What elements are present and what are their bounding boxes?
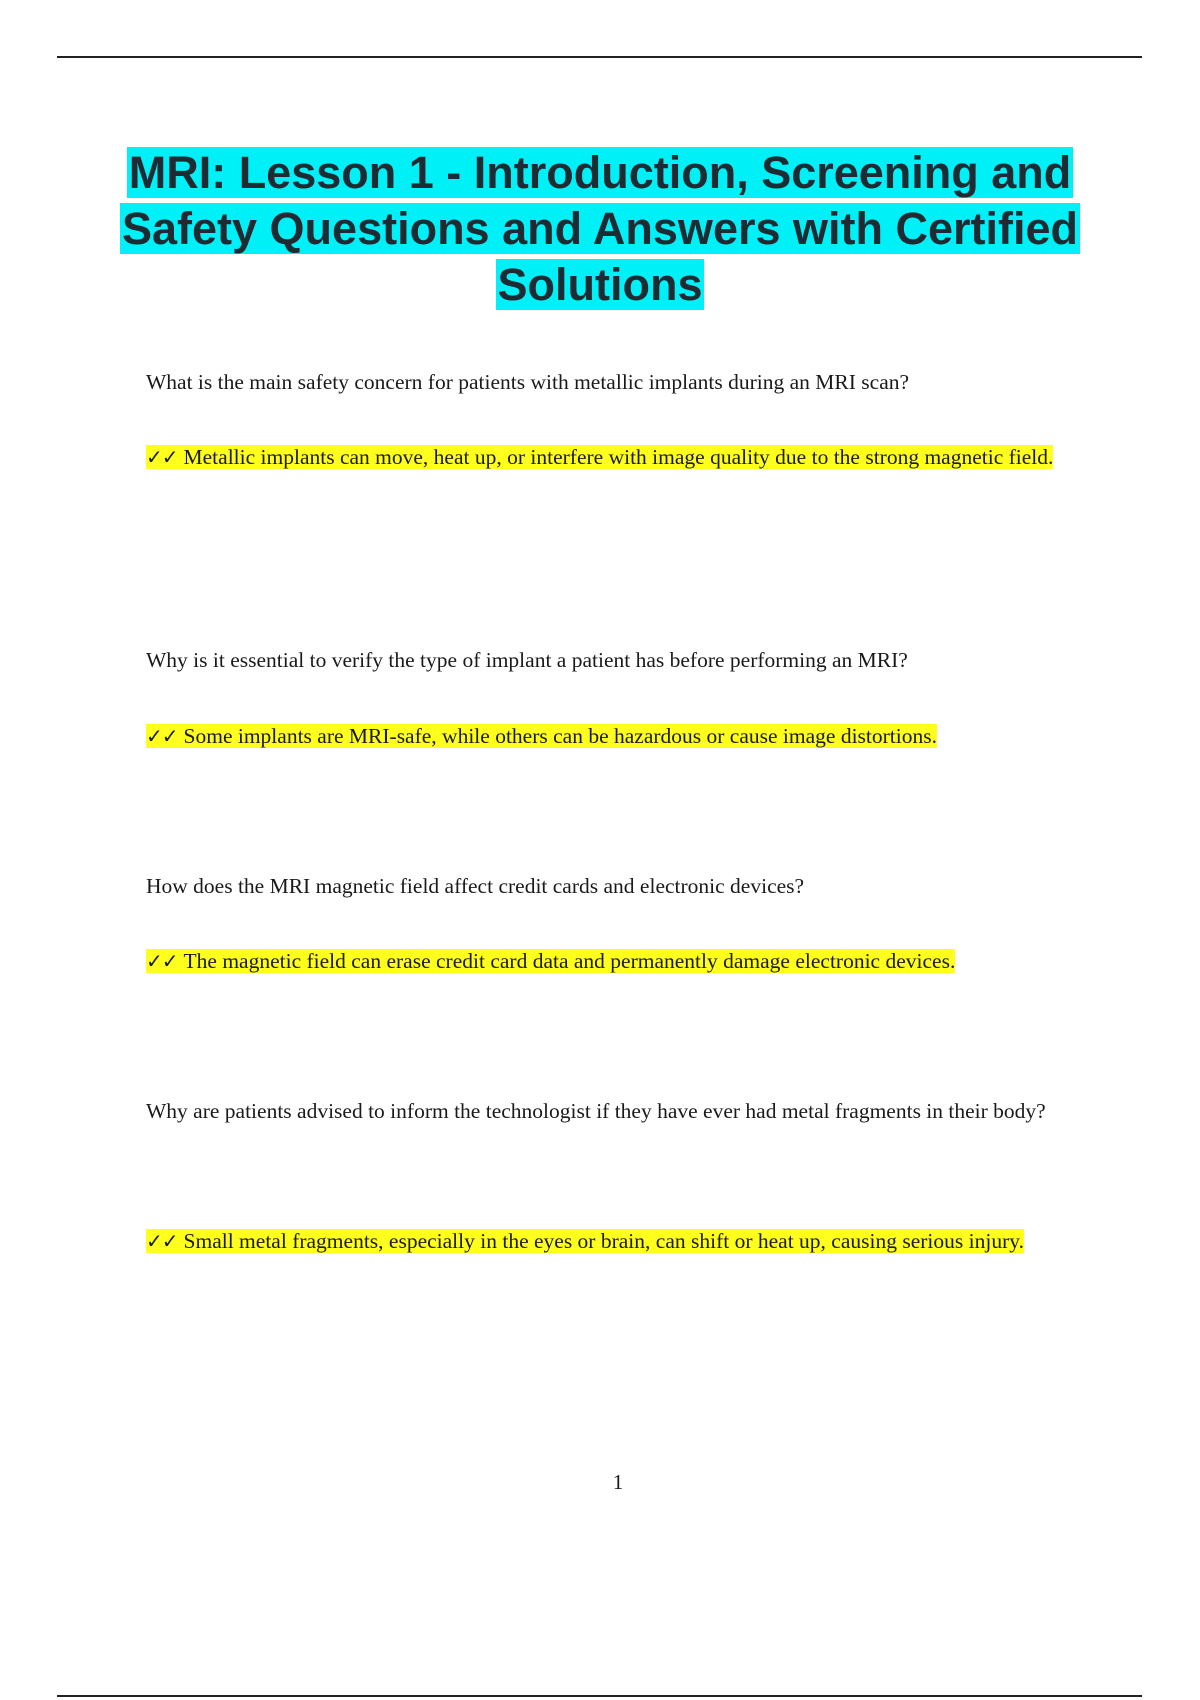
page-title-text: MRI: Lesson 1 - Introduction, Screening and Safety Questions and Answers with Certified Solutions bbox=[121, 147, 1079, 310]
check-mark-icon: ✓✓ bbox=[146, 724, 178, 748]
check-mark-icon: ✓✓ bbox=[146, 949, 178, 973]
footer-rule bbox=[57, 1695, 1142, 1697]
page-title bbox=[100, 145, 1100, 313]
answer-block bbox=[146, 1211, 1076, 1272]
answer-text: ✓✓ Some implants are MRI-safe, while others can be hazardous or cause image distortions. bbox=[146, 724, 937, 748]
qa-item bbox=[146, 633, 1076, 688]
answer-block bbox=[146, 427, 1076, 488]
qa-item bbox=[146, 859, 1076, 914]
question-text: How does the MRI magnetic field affect credit cards and electronic devices? bbox=[146, 874, 805, 898]
answer-block bbox=[146, 931, 1076, 992]
qa-item bbox=[146, 355, 1076, 410]
check-mark-icon: ✓✓ bbox=[146, 445, 178, 469]
answer-text: ✓✓ The magnetic field can erase credit card data and permanently damage electronic devices. bbox=[146, 949, 956, 973]
question-text: Why is it essential to verify the type of implant a patient has before performing an MRI? bbox=[146, 648, 908, 672]
page-number: 1 bbox=[612, 1470, 624, 1494]
question-text: What is the main safety concern for patients with metallic implants during an MRI scan? bbox=[146, 370, 910, 394]
question-text: Why are patients advised to inform the technologist if they have ever had metal fragments in their body? bbox=[146, 1099, 1046, 1123]
qa-item bbox=[146, 1084, 1076, 1139]
check-mark-icon: ✓✓ bbox=[146, 1229, 178, 1253]
header-rule bbox=[57, 56, 1142, 58]
answer-block bbox=[146, 706, 1076, 767]
answer-text: ✓✓ Small metal fragments, especially in the eyes or brain, can shift or heat up, causing serious injury. bbox=[146, 1229, 1024, 1253]
answer-text: ✓✓ Metallic implants can move, heat up, or interfere with image quality due to the strong magnetic field. bbox=[146, 445, 1054, 469]
